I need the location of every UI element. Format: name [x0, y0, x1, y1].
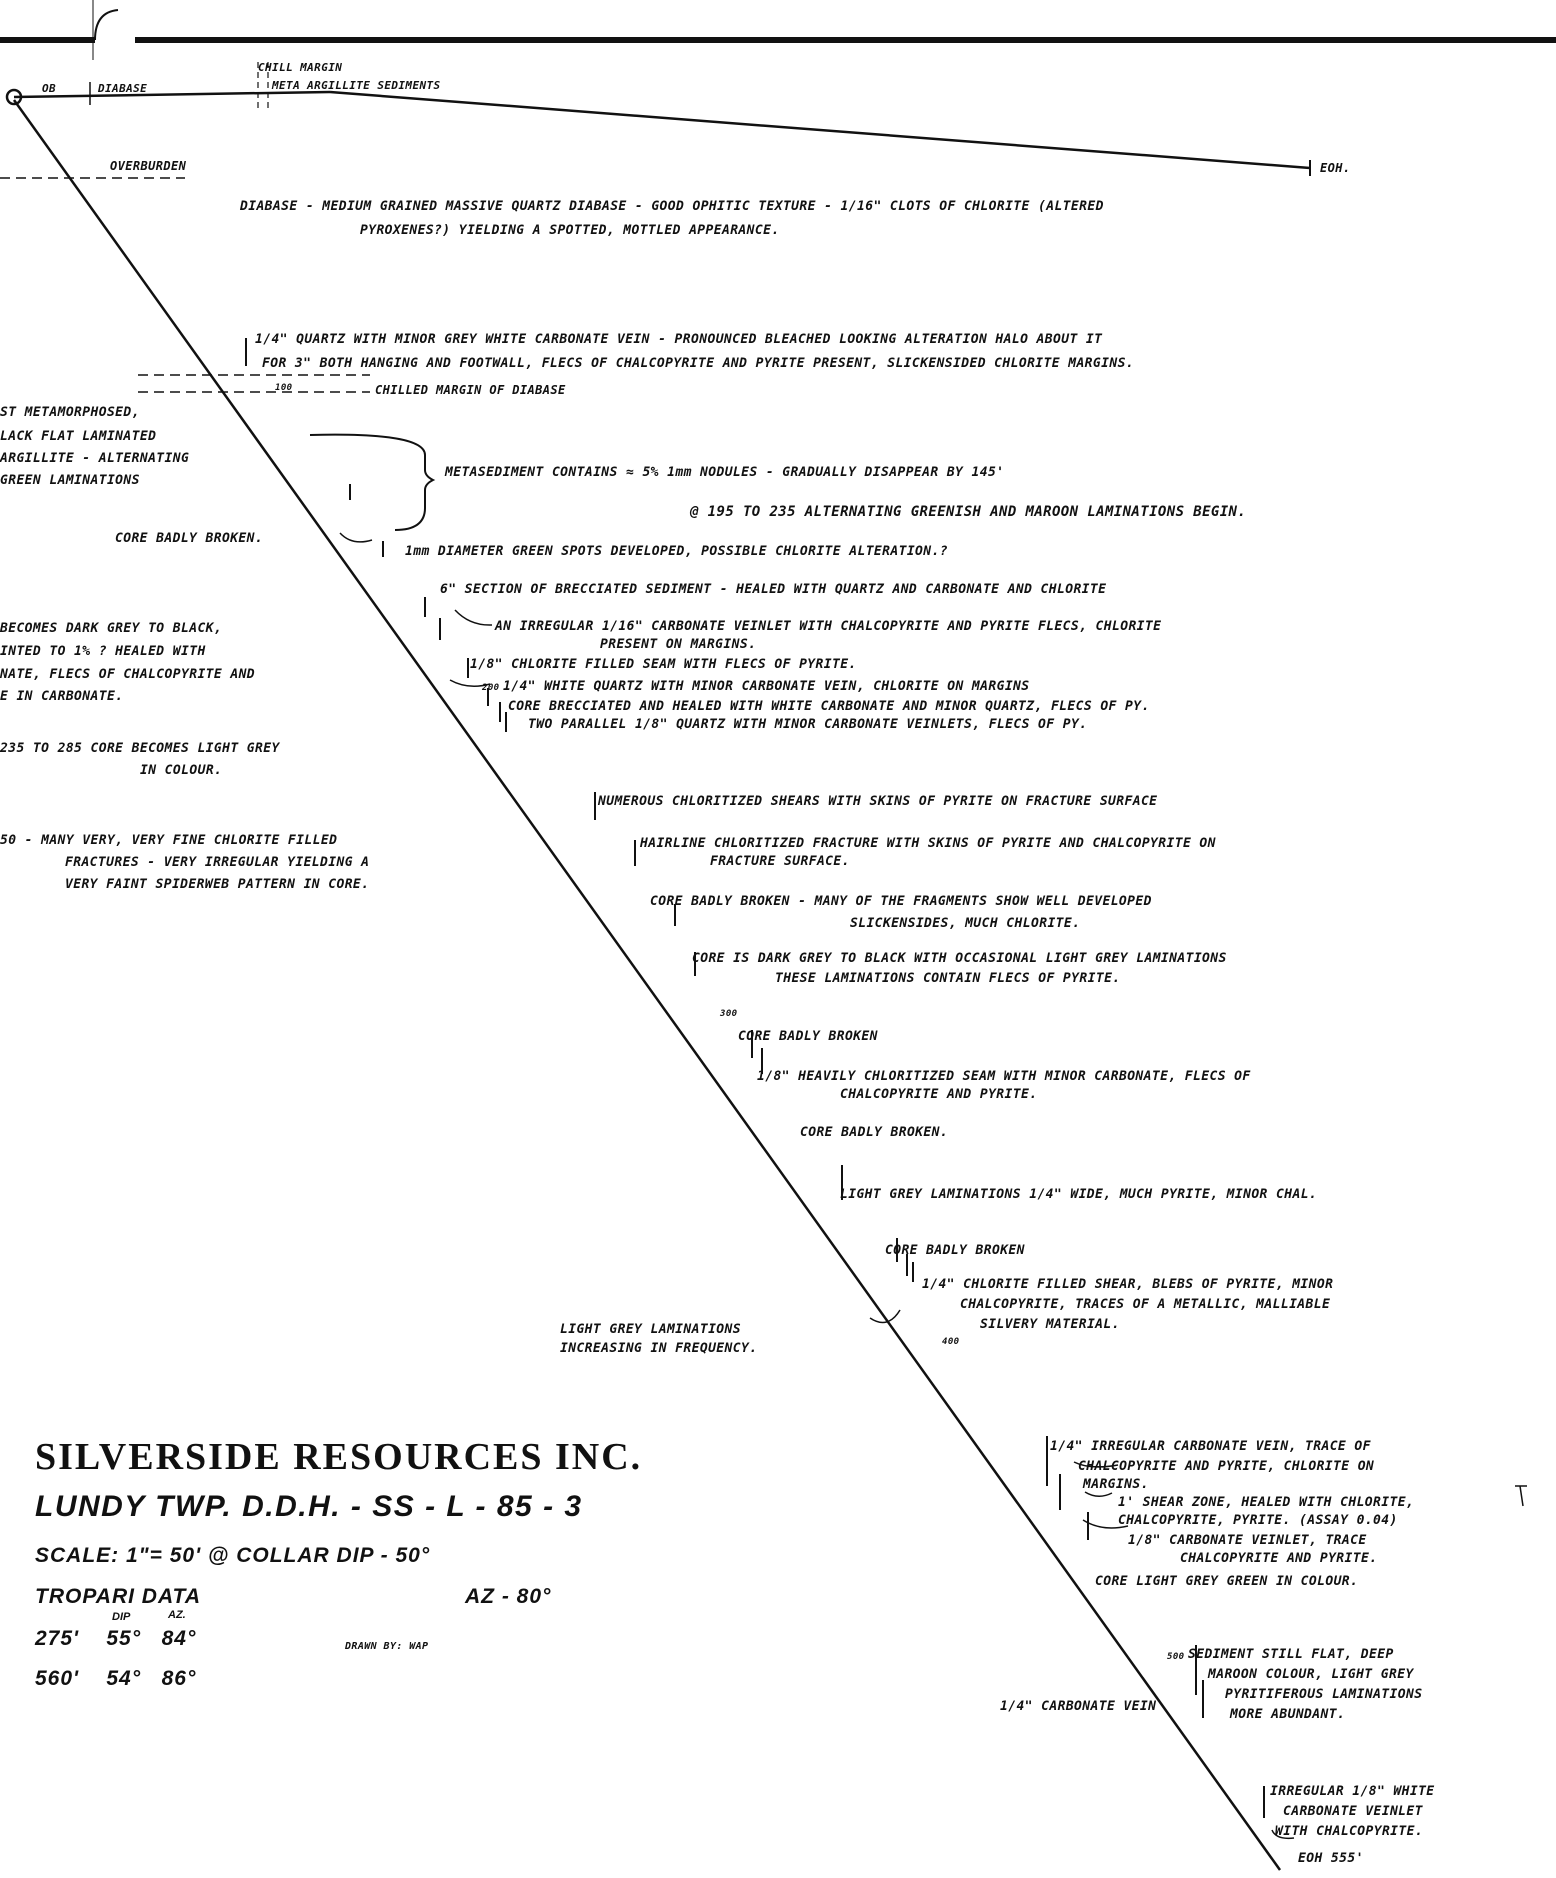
log-note: CARBONATE VEINLET [1283, 1804, 1423, 1819]
log-note: DIABASE - MEDIUM GRAINED MASSIVE QUARTZ DIABASE - GOOD OPHITIC TEXTURE - 1/16" CLOTS OF CHLORITE (ALTERED [240, 199, 1104, 214]
tropari-row: 560' 54° 86° [35, 1667, 197, 1690]
hole-id: LUNDY TWP. D.D.H. - SS - L - 85 - 3 [35, 1490, 583, 1523]
log-note: 1/8" HEAVILY CHLORITIZED SEAM WITH MINOR CARBONATE, FLECS OF [757, 1069, 1251, 1084]
log-note: LIGHT GREY LAMINATIONS 1/4" WIDE, MUCH PYRITE, MINOR CHAL. [840, 1187, 1318, 1202]
log-note: LIGHT GREY LAMINATIONS [560, 1322, 741, 1337]
left-note: ST METAMORPHOSED, [0, 405, 140, 420]
depth-mark: 500 [1167, 1652, 1185, 1662]
overburden-label: OVERBURDEN [110, 159, 187, 173]
depth-mark: 400 [942, 1337, 960, 1347]
leader [1520, 1486, 1523, 1506]
left-note: NATE, FLECS OF CHALCOPYRITE AND [0, 667, 256, 682]
company-name: SILVERSIDE RESOURCES INC. [35, 1436, 643, 1478]
drawn-by: DRAWN BY: WAP [345, 1641, 429, 1652]
log-note: CHALCOPYRITE AND PYRITE, CHLORITE ON [1078, 1459, 1375, 1474]
log-note: METASEDIMENT CONTAINS ≈ 5% 1mm NODULES - GRADUALLY DISAPPEAR BY 145' [445, 465, 1005, 480]
log-note: EOH 555' [1298, 1851, 1364, 1866]
azimuth-label: AZ - 80° [465, 1585, 552, 1608]
log-note: WITH CHALCOPYRITE. [1275, 1824, 1424, 1839]
log-note: 1/4" CARBONATE VEIN [1000, 1699, 1157, 1714]
left-note: 50 - MANY VERY, VERY FINE CHLORITE FILLED [0, 833, 338, 848]
az-header: AZ. [168, 1609, 186, 1621]
log-note: CHALCOPYRITE, PYRITE. (ASSAY 0.04) [1118, 1513, 1398, 1528]
log-note: PYRITIFEROUS LAMINATIONS [1225, 1687, 1423, 1702]
depth-mark: 200 [482, 683, 500, 693]
log-note: CHALCOPYRITE AND PYRITE. [1180, 1551, 1378, 1566]
log-note: 1/4" WHITE QUARTZ WITH MINOR CARBONATE VEIN, CHLORITE ON MARGINS [503, 679, 1030, 694]
left-note: GREEN LAMINATIONS [0, 473, 140, 488]
leader [340, 533, 372, 542]
log-note: FOR 3" BOTH HANGING AND FOOTWALL, FLECS OF CHALCOPYRITE AND PYRITE PRESENT, SLICKENSIDED CHLORITE MARGINS. [262, 356, 1135, 371]
plan-trace [330, 92, 1310, 168]
leader [455, 610, 492, 625]
log-note: INCREASING IN FREQUENCY. [560, 1341, 758, 1356]
log-note: @ 195 TO 235 ALTERNATING GREENISH AND MAROON LAMINATIONS BEGIN. [690, 504, 1247, 520]
binder-notch [95, 10, 118, 40]
log-note: 1/4" CHLORITE FILLED SHEAR, BLEBS OF PYRITE, MINOR [922, 1277, 1334, 1292]
log-note: 1/8" CHLORITE FILLED SEAM WITH FLECS OF PYRITE. [470, 657, 857, 672]
log-note: MAROON COLOUR, LIGHT GREY [1208, 1667, 1414, 1682]
diabase-label: DIABASE [98, 82, 148, 95]
left-note: INTED TO 1% ? HEALED WITH [0, 644, 206, 659]
log-note: MORE ABUNDANT. [1230, 1707, 1346, 1722]
log-note: CORE IS DARK GREY TO BLACK WITH OCCASIONAL LIGHT GREY LAMINATIONS [692, 951, 1227, 966]
log-note: 1/4" IRREGULAR CARBONATE VEIN, TRACE OF [1050, 1439, 1371, 1454]
log-note: MARGINS. [1083, 1477, 1149, 1492]
log-note: TWO PARALLEL 1/8" QUARTZ WITH MINOR CARBONATE VEINLETS, FLECS OF PY. [528, 717, 1088, 732]
log-note: HAIRLINE CHLORITIZED FRACTURE WITH SKINS OF PYRITE AND CHALCOPYRITE ON [640, 836, 1216, 851]
log-note: CHALCOPYRITE, TRACES OF A METALLIC, MALLIABLE [960, 1297, 1331, 1312]
log-note: PRESENT ON MARGINS. [600, 637, 757, 652]
left-note: IN COLOUR. [140, 763, 223, 778]
left-note: 235 TO 285 CORE BECOMES LIGHT GREY [0, 741, 280, 756]
tropari-row: 275' 55° 84° [35, 1627, 197, 1650]
log-note: SEDIMENT STILL FLAT, DEEP [1188, 1647, 1394, 1662]
log-note: PYROXENES?) YIELDING A SPOTTED, MOTTLED APPEARANCE. [360, 223, 780, 238]
left-note: ARGILLITE - ALTERNATING [0, 451, 190, 466]
log-note: FRACTURE SURFACE. [710, 854, 850, 869]
tropari-label: TROPARI DATA [35, 1585, 201, 1608]
log-note: AN IRREGULAR 1/16" CARBONATE VEINLET WITH CHALCOPYRITE AND PYRITE FLECS, CHLORITE [495, 619, 1162, 634]
log-note: CORE BRECCIATED AND HEALED WITH WHITE CARBONATE AND MINOR QUARTZ, FLECS OF PY. [508, 699, 1150, 714]
log-note: CORE LIGHT GREY GREEN IN COLOUR. [1095, 1574, 1359, 1589]
meta-argillite-label: META ARGILLITE SEDIMENTS [272, 79, 441, 92]
left-note: VERY FAINT SPIDERWEB PATTERN IN CORE. [65, 877, 370, 892]
log-note: 1' SHEAR ZONE, HEALED WITH CHLORITE, [1118, 1495, 1415, 1510]
left-note: CORE BADLY BROKEN. [115, 531, 264, 546]
log-note: CHILLED MARGIN OF DIABASE [375, 383, 566, 397]
ob-label: OB [42, 82, 57, 95]
log-note: SILVERY MATERIAL. [980, 1317, 1120, 1332]
log-note: 1mm DIAMETER GREEN SPOTS DEVELOPED, POSSIBLE CHLORITE ALTERATION.? [405, 544, 948, 559]
dip-header: DIP [112, 1611, 131, 1623]
log-note: NUMEROUS CHLORITIZED SHEARS WITH SKINS OF PYRITE ON FRACTURE SURFACE [598, 794, 1158, 809]
chill-margin-label: CHILL MARGIN [258, 61, 343, 74]
bracket [310, 435, 433, 530]
log-note: CORE BADLY BROKEN [738, 1029, 878, 1044]
log-note: 6" SECTION OF BRECCIATED SEDIMENT - HEALED WITH QUARTZ AND CARBONATE AND CHLORITE [440, 582, 1107, 597]
log-note: 1/8" CARBONATE VEINLET, TRACE [1128, 1533, 1367, 1548]
log-note: CORE BADLY BROKEN - MANY OF THE FRAGMENTS SHOW WELL DEVELOPED [650, 894, 1152, 909]
log-note: SLICKENSIDES, MUCH CHLORITE. [850, 916, 1081, 931]
depth-mark: 100 [275, 383, 293, 393]
log-note: THESE LAMINATIONS CONTAIN FLECS OF PYRITE. [775, 971, 1121, 986]
left-note: BECOMES DARK GREY TO BLACK, [0, 621, 223, 636]
log-note: CORE BADLY BROKEN [885, 1243, 1025, 1258]
plan-trace [14, 92, 330, 97]
log-note: CHALCOPYRITE AND PYRITE. [840, 1087, 1038, 1102]
left-note: E IN CARBONATE. [0, 689, 124, 704]
log-note: 1/4" QUARTZ WITH MINOR GREY WHITE CARBONATE VEIN - PRONOUNCED BLEACHED LOOKING ALTERATION HALO ABOUT IT [255, 332, 1103, 347]
log-note: CORE BADLY BROKEN. [800, 1125, 949, 1140]
depth-mark: 300 [720, 1009, 738, 1019]
left-note: LACK FLAT LAMINATED [0, 429, 157, 444]
scale-line: SCALE: 1"= 50' @ COLLAR DIP - 50° [35, 1544, 431, 1567]
log-note: IRREGULAR 1/8" WHITE [1270, 1784, 1435, 1799]
leader [1085, 1492, 1112, 1496]
left-note: FRACTURES - VERY IRREGULAR YIELDING A [65, 855, 370, 870]
eoh-label: EOH. [1320, 161, 1351, 175]
